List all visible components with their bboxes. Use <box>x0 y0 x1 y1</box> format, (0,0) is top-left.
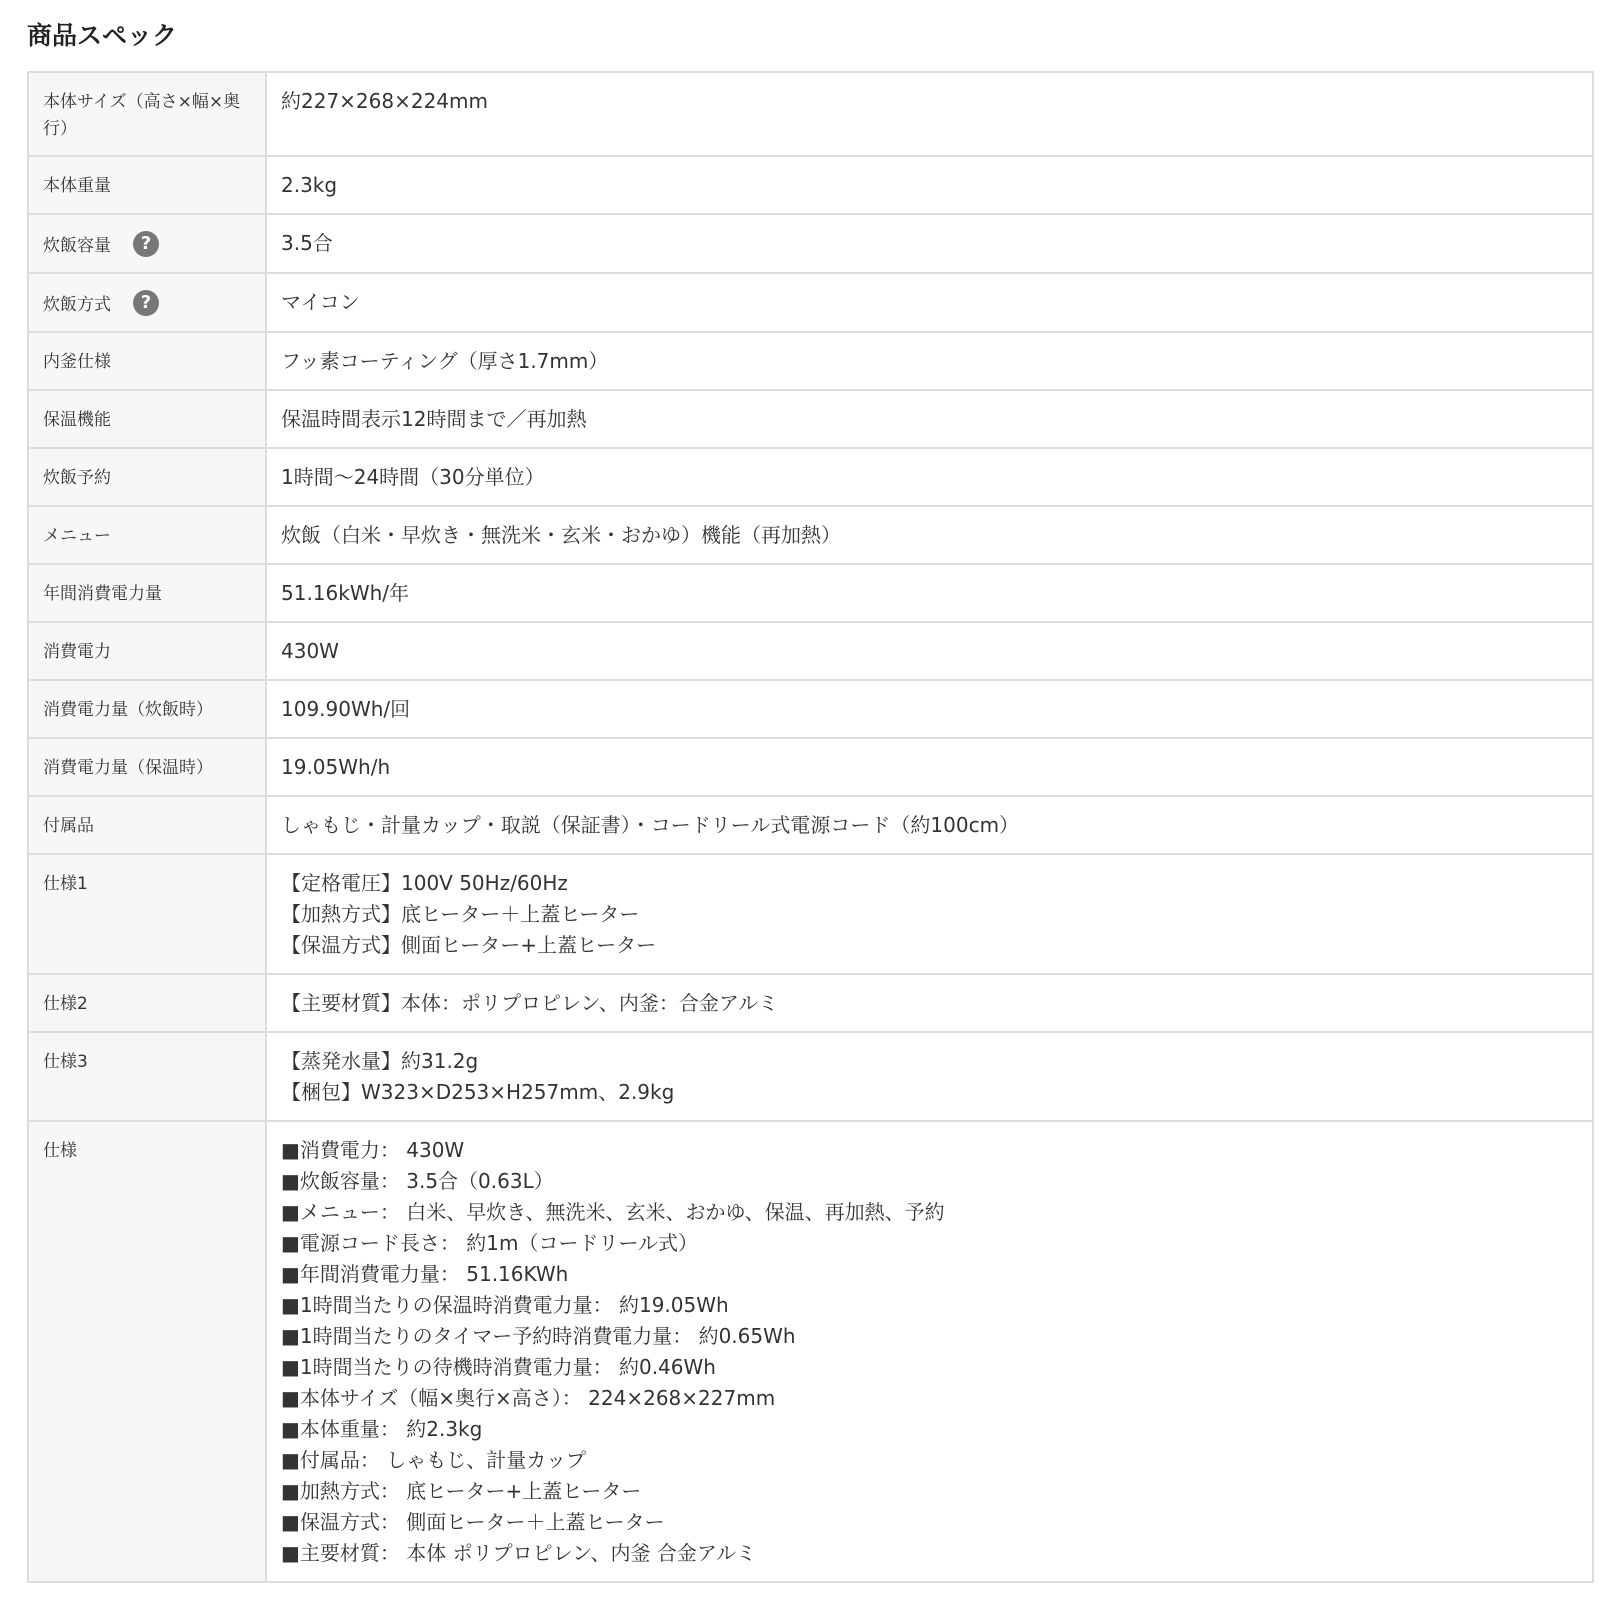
spec-value-line: 【保温方式】側面ヒーター+上蓋ヒーター <box>281 933 657 957</box>
spec-label: 本体重量 <box>43 176 111 196</box>
spec-value-line: 51.16kWh/年 <box>281 581 410 605</box>
spec-row <box>28 214 1593 273</box>
spec-label-cell <box>28 332 266 390</box>
spec-value-cell <box>266 1032 1593 1121</box>
spec-label: 炊飯予約 <box>43 468 111 488</box>
spec-value-line: ■主要材質： 本体 ポリプロピレン、内釜 合金アルミ <box>281 1541 757 1565</box>
spec-row <box>28 506 1593 564</box>
spec-label: 仕様3 <box>43 1052 88 1072</box>
help-icon[interactable]: ? <box>133 290 159 316</box>
spec-row <box>28 974 1593 1032</box>
spec-value-line: ■消費電力： 430W <box>281 1138 465 1162</box>
spec-label-cell <box>28 680 266 738</box>
spec-table <box>27 71 1594 1583</box>
spec-value-cell <box>266 390 1593 448</box>
spec-row <box>28 796 1593 854</box>
spec-row <box>28 156 1593 214</box>
spec-value-cell <box>266 564 1593 622</box>
spec-row <box>28 448 1593 506</box>
spec-label: 炊飯容量 <box>43 236 111 256</box>
spec-value-line: 2.3kg <box>281 173 338 197</box>
spec-label: 内釜仕様 <box>43 352 111 372</box>
spec-row <box>28 1121 1593 1582</box>
spec-label-cell <box>28 214 266 273</box>
spec-label-cell <box>28 622 266 680</box>
spec-value-cell <box>266 332 1593 390</box>
spec-label: 消費電力量（保温時） <box>43 758 213 778</box>
spec-value-line: ■付属品： しゃもじ、計量カップ <box>281 1448 587 1472</box>
spec-label: 炊飯方式 <box>43 295 111 315</box>
spec-label-cell <box>28 854 266 974</box>
spec-label-cell <box>28 796 266 854</box>
spec-value-cell <box>266 448 1593 506</box>
spec-value-line: 【定格電圧】100V 50Hz/60Hz <box>281 871 568 895</box>
spec-label-cell <box>28 156 266 214</box>
spec-label: 仕様2 <box>43 994 88 1014</box>
spec-row <box>28 854 1593 974</box>
spec-label-cell <box>28 448 266 506</box>
spec-value-line: 19.05Wh/h <box>281 755 391 779</box>
spec-label: 消費電力量（炊飯時） <box>43 700 213 720</box>
spec-row <box>28 332 1593 390</box>
section-title: 商品スペック <box>27 21 178 50</box>
spec-label-cell <box>28 974 266 1032</box>
spec-value-cell <box>266 72 1593 156</box>
spec-value-cell <box>266 622 1593 680</box>
spec-label: 仕様1 <box>43 874 88 894</box>
spec-value-cell <box>266 214 1593 273</box>
spec-value-line: 炊飯（白米・早炊き・無洗米・玄米・おかゆ）機能（再加熱） <box>281 523 841 547</box>
spec-value-line: 保温時間表示12時間まで／再加熱 <box>281 407 587 431</box>
spec-value-line: 3.5合 <box>281 231 333 255</box>
spec-value-line: しゃもじ・計量カップ・取説（保証書）・コードリール式電源コード（約100cm） <box>281 813 1020 837</box>
spec-row <box>28 680 1593 738</box>
spec-label: 本体サイズ（高さ×幅×奥行） <box>43 92 241 139</box>
spec-label: 保温機能 <box>43 410 111 430</box>
spec-value-line: 約227×268×224mm <box>281 89 489 113</box>
spec-value-line: 【蒸発水量】約31.2g <box>281 1049 479 1073</box>
spec-row <box>28 622 1593 680</box>
spec-row <box>28 738 1593 796</box>
spec-value-line: マイコン <box>281 290 360 314</box>
spec-value-line: ■炊飯容量： 3.5合（0.63L） <box>281 1169 554 1193</box>
spec-label-cell <box>28 564 266 622</box>
spec-row <box>28 564 1593 622</box>
spec-value-line: 【主要材質】本体：ポリプロピレン、内釜：合金アルミ <box>281 991 779 1015</box>
spec-label-cell <box>28 273 266 332</box>
spec-label-cell <box>28 390 266 448</box>
spec-value-line: ■本体重量： 約2.3kg <box>281 1417 483 1441</box>
spec-value-line: ■保温方式： 側面ヒーター＋上蓋ヒーター <box>281 1510 665 1534</box>
spec-value-cell <box>266 1121 1593 1582</box>
spec-label-cell <box>28 1032 266 1121</box>
spec-value-cell <box>266 273 1593 332</box>
spec-label: メニュー <box>43 526 111 546</box>
spec-label-cell <box>28 72 266 156</box>
spec-value-cell <box>266 506 1593 564</box>
spec-value-line: ■1時間当たりの待機時消費電力量： 約0.46Wh <box>281 1355 716 1379</box>
spec-label-cell <box>28 738 266 796</box>
spec-value-line: ■年間消費電力量： 51.16KWh <box>281 1262 569 1286</box>
spec-label-cell <box>28 506 266 564</box>
spec-value-cell <box>266 854 1593 974</box>
spec-value-cell <box>266 738 1593 796</box>
spec-value-line: ■メニュー： 白米、早炊き、無洗米、玄米、おかゆ、保温、再加熱、予約 <box>281 1200 945 1224</box>
spec-row <box>28 273 1593 332</box>
spec-value-line: 【梱包】W323×D253×H257mm、2.9kg <box>281 1080 675 1104</box>
spec-value-cell <box>266 156 1593 214</box>
spec-row <box>28 72 1593 156</box>
spec-row <box>28 1032 1593 1121</box>
spec-value-line: ■1時間当たりのタイマー予約時消費電力量： 約0.65Wh <box>281 1324 796 1348</box>
spec-value-cell <box>266 796 1593 854</box>
spec-label: 消費電力 <box>43 642 111 662</box>
help-icon[interactable]: ? <box>133 231 159 257</box>
spec-value-line: ■1時間当たりの保温時消費電力量： 約19.05Wh <box>281 1293 729 1317</box>
spec-label: 年間消費電力量 <box>43 584 162 604</box>
spec-value-line: ■電源コード長さ： 約1m（コードリール式） <box>281 1231 699 1255</box>
spec-value-line: フッ素コーティング（厚さ1.7mm） <box>281 349 609 373</box>
spec-value-line: ■加熱方式： 底ヒーター+上蓋ヒーター <box>281 1479 642 1503</box>
spec-row <box>28 390 1593 448</box>
spec-label: 仕様 <box>43 1141 77 1161</box>
spec-value-cell <box>266 974 1593 1032</box>
spec-value-line: 430W <box>281 639 339 663</box>
spec-value-line: 1時間〜24時間（30分単位） <box>281 465 545 489</box>
spec-label-cell <box>28 1121 266 1582</box>
spec-label: 付属品 <box>43 816 94 836</box>
spec-table-body <box>28 72 1593 1582</box>
spec-value-line: ■本体サイズ（幅×奥行×高さ）： 224×268×227mm <box>281 1386 776 1410</box>
spec-value-line: 109.90Wh/回 <box>281 697 411 721</box>
spec-value-line: 【加熱方式】底ヒーター＋上蓋ヒーター <box>281 902 640 926</box>
spec-value-cell <box>266 680 1593 738</box>
